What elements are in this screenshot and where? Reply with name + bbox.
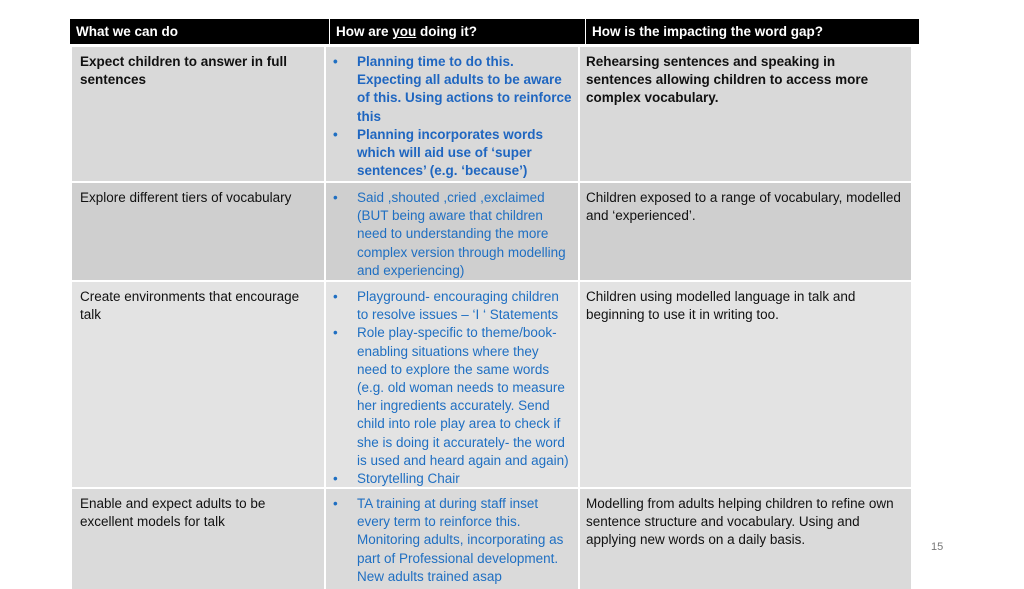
what-cell: Expect children to answer in full sentences <box>72 47 324 181</box>
how-cell <box>326 47 578 181</box>
how-bullet: • Said ,shouted ,cried ,exclaimed (BUT being aware that children need to understanding the more complex version through modelling and experiencing) <box>330 189 572 280</box>
header-emphasis-you: you <box>392 24 417 39</box>
header-how-are-you-doing-it: How are you doing it? <box>330 19 585 44</box>
how-bullet: • Planning incorporates words which will aid use of ‘super sentences’ (e.g. ‘because’) <box>330 126 572 181</box>
page-number: 15 <box>931 541 944 553</box>
impact-cell: Children using modelled language in talk and beginning to use it in writing too. <box>580 282 911 487</box>
how-bullet: • Role play-specific to theme/book- enabling situations where they need to explore the same words (e.g. old woman needs to measure her ingredients accurately. Send child into role play area to check if she is doing it accurately- the word is used and heard again and again) <box>330 324 572 470</box>
impact-cell: Children exposed to a range of vocabulary, modelled and ‘experienced’. <box>580 183 911 280</box>
how-bullet: • Storytelling Chair <box>330 470 572 488</box>
what-cell: Create environments that encourage talk <box>72 282 324 487</box>
header-what-we-can-do: What we can do <box>70 19 329 44</box>
table-row <box>72 489 911 589</box>
impact-cell: Rehearsing sentences and speaking in sentences allowing children to access more complex vocabulary. <box>580 47 911 181</box>
how-bullet: • Playground- encouraging children to resolve issues – ‘I ‘ Statements <box>330 288 572 324</box>
how-bullet: • TA training at during staff inset every term to reinforce this. Monitoring adults, incorporating as part of Professional development. New adults trained asap <box>330 495 572 586</box>
how-cell <box>326 489 578 589</box>
impact-cell: Modelling from adults helping children to refine own sentence structure and vocabulary. Using and applying new words on a daily basis. <box>580 489 911 589</box>
how-cell <box>326 183 578 280</box>
header-impact-word-gap: How is the impacting the word gap? <box>586 19 919 44</box>
table-row <box>72 47 911 181</box>
table-row <box>72 183 911 280</box>
what-cell: Enable and expect adults to be excellent models for talk <box>72 489 324 589</box>
how-bullet: • Planning time to do this. Expecting all adults to be aware of this. Using actions to reinforce this <box>330 53 572 126</box>
what-cell: Explore different tiers of vocabulary <box>72 183 324 280</box>
table-row <box>72 282 911 487</box>
how-cell <box>326 282 578 487</box>
